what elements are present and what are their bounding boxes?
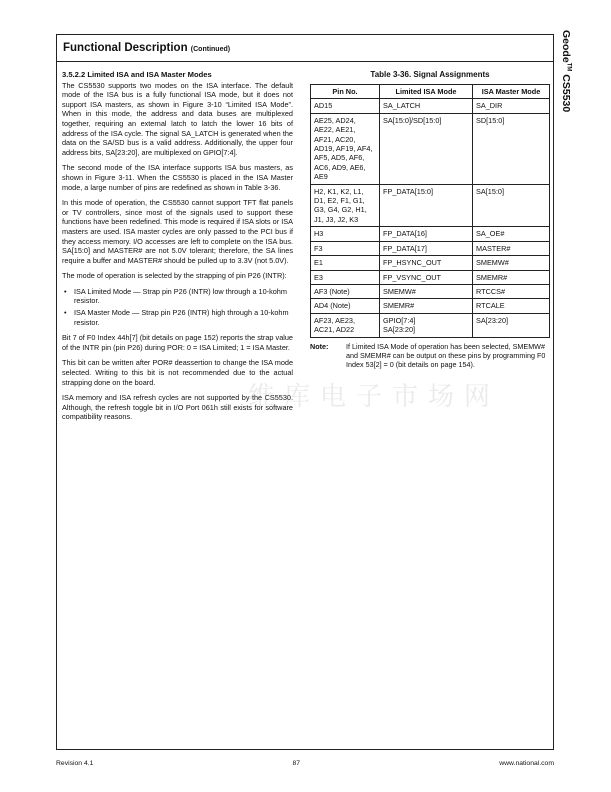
paragraph-1: The CS5530 supports two modes on the ISA interface. The default mode of the ISA bus is a fully functional ISA mode, but it does not support ISA masters, as shown in Figure 3-10 “Limited ISA Mode”. When in this mode, the address and data buses are multiplexed together, requiring an external latch to latch the lower 16 bits of address of the ISA cycle. The signal SA_LATCH is generated when the data on the SA/SD bus is a valid address. Additionally, the upper four address bits, SA[23:20], are multiplexed on GPIO[7:4]. xyxy=(62,80,293,157)
signal-assignments-table xyxy=(310,84,550,338)
section-heading: 3.5.2.2 Limited ISA and ISA Master Modes xyxy=(62,70,212,79)
page-title xyxy=(63,42,230,54)
table-cell: AF23, AE23, AC21, AD22 xyxy=(311,313,380,337)
table-row xyxy=(311,241,550,255)
side-label xyxy=(550,30,574,200)
table-note xyxy=(310,342,550,370)
side-label-trademark: TM xyxy=(565,62,572,72)
table-cell: H2, K1, K2, L1, D1, E2, F1, G1, G3, G4, G2, H1, J1, J3, J2, K3 xyxy=(311,184,380,227)
table-cell: AE25, AD24, AE22, AE21, AF21, AC20, AD19, AF19, AF4, AF5, AD5, AF6, AC6, AD9, AE6, AE9 xyxy=(311,113,380,184)
table-cell: SA[23:20] xyxy=(473,313,550,337)
column-header: Limited ISA Mode xyxy=(380,85,473,99)
table-cell: RTCCS# xyxy=(473,284,550,298)
table-cell: SA[15:0] xyxy=(473,184,550,227)
table-cell: GPIO[7:4] SA[23:20] xyxy=(380,313,473,337)
table-cell: FP_VSYNC_OUT xyxy=(380,270,473,284)
table-row xyxy=(311,313,550,337)
table-cell: AD15 xyxy=(311,99,380,113)
table-row xyxy=(311,184,550,227)
side-label-brand: Geode xyxy=(560,30,572,63)
table-cell: F3 xyxy=(311,241,380,255)
footer-page-number: 87 xyxy=(292,760,301,767)
table-row xyxy=(311,256,550,270)
table-cell: FP_DATA[17] xyxy=(380,241,473,255)
table-cell: SMEMW# xyxy=(473,256,550,270)
table-cell: MASTER# xyxy=(473,241,550,255)
table-cell: RTCALE xyxy=(473,299,550,313)
paragraph-6: This bit can be written after POR# deassertion to change the ISA mode selected. Writing to this bit is not recommended due to the actual strapping done on the board. xyxy=(62,358,293,387)
column-header: ISA Master Mode xyxy=(473,85,550,99)
table-cell: H3 xyxy=(311,227,380,241)
table-title: Table 3-36. Signal Assignments xyxy=(370,70,490,79)
left-column xyxy=(62,70,293,428)
paragraph-7: ISA memory and ISA refresh cycles are not supported by the CS5530. Although, the refresh toggle bit in I/O Port 061h still exists for software compatibility reasons. xyxy=(62,393,293,422)
table-cell: E3 xyxy=(311,270,380,284)
table-row xyxy=(311,270,550,284)
table-cell: SA_OE# xyxy=(473,227,550,241)
bullet-item: • ISA Master Mode — Strap pin P26 (INTR) high through a 10-kohm resistor. xyxy=(74,308,293,327)
mode-bullet-list xyxy=(62,287,293,327)
footer-revision: Revision 4.1 xyxy=(56,760,94,767)
paragraph-4: The mode of operation is selected by the strapping of pin P26 (INTR): xyxy=(62,271,287,281)
table-row xyxy=(311,284,550,298)
table-row xyxy=(311,227,550,241)
table-body xyxy=(311,99,550,337)
page-footer xyxy=(56,760,554,767)
table-cell: E1 xyxy=(311,256,380,270)
table-cell: SA_DIR xyxy=(473,99,550,113)
table-cell: SMEMR# xyxy=(473,270,550,284)
side-label-part: CS5530 xyxy=(560,74,572,113)
table-cell: FP_HSYNC_OUT xyxy=(380,256,473,270)
table-cell: SA_LATCH xyxy=(380,99,473,113)
table-header-row xyxy=(311,85,550,99)
note-label: Note: xyxy=(310,341,329,351)
page-title-text: Functional Description xyxy=(63,42,188,54)
column-header: Pin No. xyxy=(311,85,380,99)
paragraph-3: In this mode of operation, the CS5530 cannot support TFT flat panels or TV controllers, since most of the signals used to support these functions have been redefined. This mode is required if ISA slots or ISA masters are used. ISA master cycles are only passed to the PCI bus if they access memory. I/O accesses are left to complete on the ISA bus. SA[15:0] and MASTER# are not 5.0V tolerant; therefore, the SA lines require a buffer and MASTER# should be pulled up to 3.3V (not 5.0V). xyxy=(62,198,293,265)
header-rule xyxy=(57,61,553,62)
table-row xyxy=(311,299,550,313)
paragraph-5: Bit 7 of F0 Index 44h[7] (bit details on page 152) reports the strap value of the INTR pin (pin P26) during POR: 0 = ISA Limited; 1 = ISA Master. xyxy=(62,333,293,352)
table-row xyxy=(311,99,550,113)
note-text: If Limited ISA Mode of operation has been selected, SMEMW# and SMEMR# can be output on these pins by programming F0 Index 53[2] = 0 (bit details on page 154). xyxy=(346,341,546,369)
continued-label: (Continued) xyxy=(190,46,231,53)
table-cell: SMEMW# xyxy=(380,284,473,298)
table-cell: SA[15:0]/SD[15:0] xyxy=(380,113,473,184)
table-cell: SMEMR# xyxy=(380,299,473,313)
table-cell: FP_DATA[16] xyxy=(380,227,473,241)
watermark-text: 维库电子市场网 xyxy=(248,382,501,412)
footer-url: www.national.com xyxy=(499,760,554,767)
table-cell: AD4 (Note) xyxy=(311,299,380,313)
bullet-item: • ISA Limited Mode — Strap pin P26 (INTR) low through a 10-kohm resistor. xyxy=(74,287,293,306)
table-cell: SD[15:0] xyxy=(473,113,550,184)
table-cell: AF3 (Note) xyxy=(311,284,380,298)
table-row xyxy=(311,113,550,184)
paragraph-2: The second mode of the ISA interface supports ISA bus masters, as shown in Figure 3-11. When the CS5530 is placed in the ISA Master mode, a large number of pins are redefined as shown in Table 3-36. xyxy=(62,163,293,192)
table-cell: FP_DATA[15:0] xyxy=(380,184,473,227)
right-column xyxy=(310,70,550,369)
